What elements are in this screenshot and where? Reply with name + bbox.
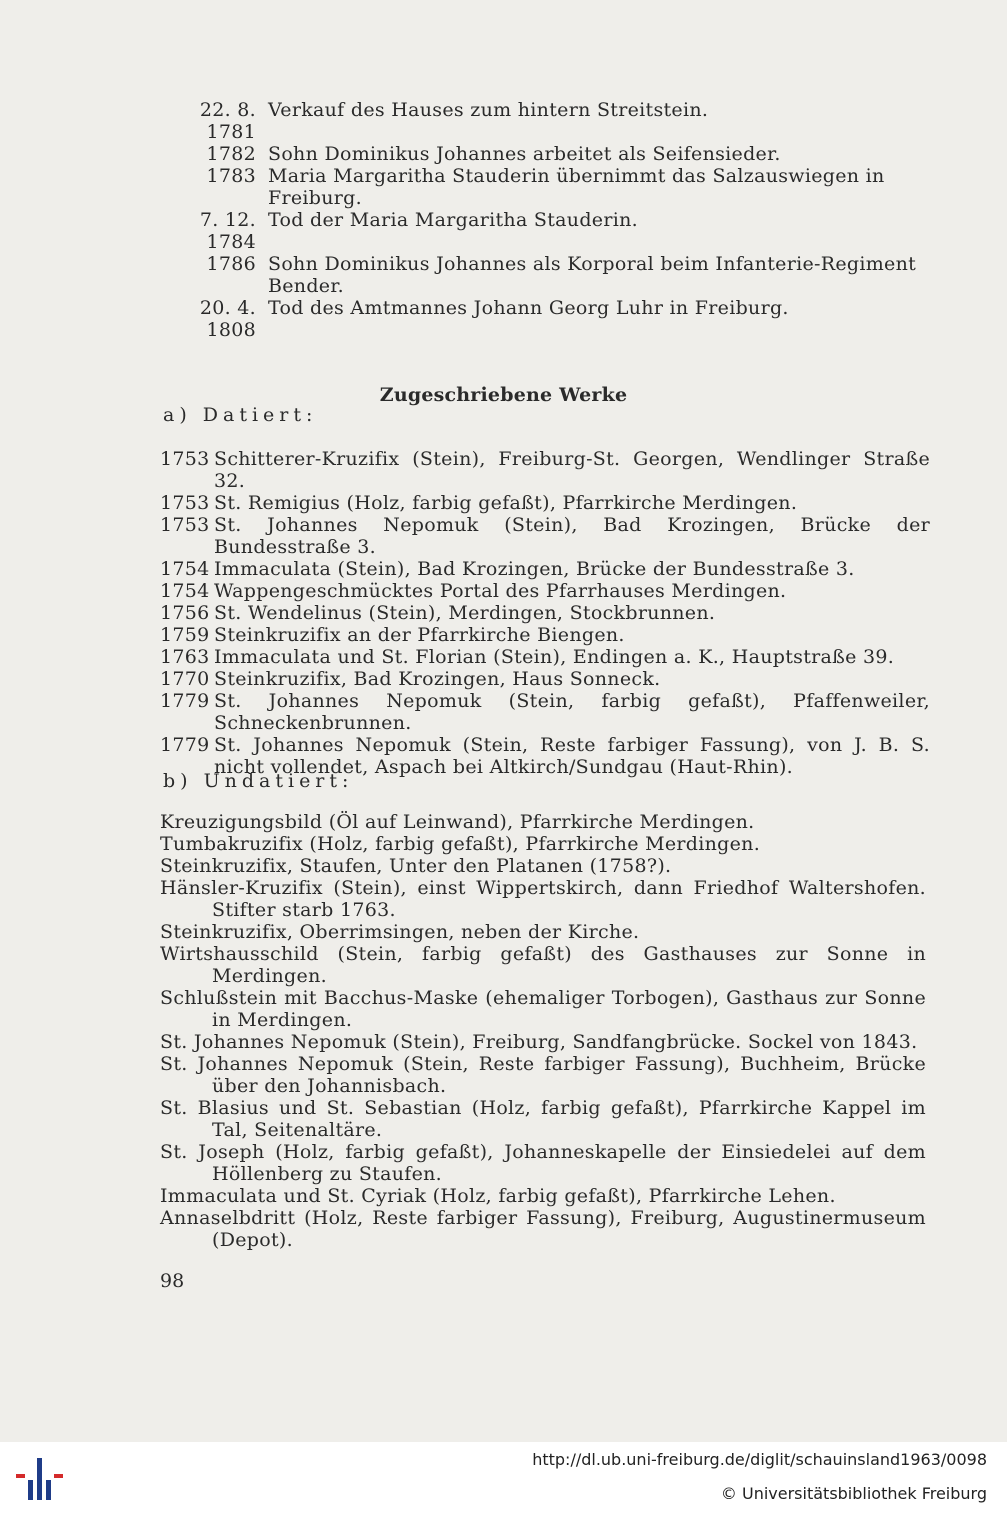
chronology-row <box>160 209 930 253</box>
chronology-date: 20. 4. 1808 <box>199 297 256 341</box>
chronology-date: 1782 <box>206 143 256 165</box>
chronology-text: Maria Margaritha Stauderin übernimmt das Salzauswiegen in Freiburg. <box>268 165 885 209</box>
undated-label: b) Undatiert: <box>163 770 354 792</box>
dated-work-year: 1779 <box>160 690 210 712</box>
undated-work-item: Annaselbdritt (Holz, Reste farbiger Fassung), Freiburg, Augustinermuseum (Depot). <box>160 1207 926 1251</box>
dated-work-item <box>160 558 930 580</box>
dated-work-year: 1754 <box>160 558 210 580</box>
ub-freiburg-logo-icon <box>14 1452 64 1502</box>
undated-work-item: Wirtshausschild (Stein, farbig gefaßt) des Gasthauses zur Sonne in Merdingen. <box>160 943 926 987</box>
undated-work-item: Tumbakruzifix (Holz, farbig gefaßt), Pfarrkirche Merdingen. <box>160 833 761 855</box>
dated-work-item <box>160 580 930 602</box>
dated-work-item <box>160 602 930 624</box>
chronology-list <box>160 99 930 341</box>
dated-work-text: Immaculata und St. Florian (Stein), Endingen a. K., Hauptstraße 39. <box>214 646 895 668</box>
copyright-text: © Universitätsbibliothek Freiburg <box>720 1484 987 1503</box>
dated-work-text: St. Johannes Nepomuk (Stein), Bad Krozingen, Brücke der Bundesstraße 3. <box>214 514 930 558</box>
dated-work-item <box>160 668 930 690</box>
chronology-text: Sohn Dominikus Johannes arbeitet als Seifensieder. <box>268 143 781 165</box>
chronology-date: 1783 <box>206 165 256 187</box>
dated-work-item <box>160 624 930 646</box>
undated-work-item: St. Joseph (Holz, farbig gefaßt), Johanneskapelle der Einsiedelei auf dem Höllenberg zu Staufen. <box>160 1141 926 1185</box>
dated-work-text: Wappengeschmücktes Portal des Pfarrhauses Merdingen. <box>214 580 787 602</box>
dated-work-year: 1754 <box>160 580 210 602</box>
dated-work-text: Steinkruzifix, Bad Krozingen, Haus Sonneck. <box>214 668 661 690</box>
chronology-text: Verkauf des Hauses zum hintern Streitstein. <box>268 99 709 121</box>
undated-work-item: Hänsler-Kruzifix (Stein), einst Wippertskirch, dann Friedhof Waltershofen. Stifter starb 1763. <box>160 877 926 921</box>
dated-work-year: 1770 <box>160 668 210 690</box>
section-title: Zugeschriebene Werke <box>379 384 628 406</box>
dated-work-text: St. Remigius (Holz, farbig gefaßt), Pfarrkirche Merdingen. <box>214 492 798 514</box>
dated-work-item <box>160 492 930 514</box>
dated-work-year: 1753 <box>160 492 210 514</box>
undated-work-item: St. Johannes Nepomuk (Stein), Freiburg, Sandfangbrücke. Sockel von 1843. <box>160 1031 918 1053</box>
undated-work-item: St. Johannes Nepomuk (Stein, Reste farbiger Fassung), Buchheim, Brücke über den Johannisbach. <box>160 1053 926 1097</box>
dated-work-text: Steinkruzifix an der Pfarrkirche Biengen. <box>214 624 625 646</box>
dated-works-list <box>160 448 930 778</box>
dated-label: a) Datiert: <box>163 404 318 426</box>
chronology-row <box>160 165 930 209</box>
undated-work-item: Kreuzigungsbild (Öl auf Leinwand), Pfarrkirche Merdingen. <box>160 811 755 833</box>
dated-work-item <box>160 448 930 492</box>
chronology-row <box>160 253 930 297</box>
chronology-date: 7. 12. 1784 <box>199 209 256 253</box>
dated-work-year: 1753 <box>160 448 210 470</box>
undated-work-item: Immaculata und St. Cyriak (Holz, farbig gefaßt), Pfarrkirche Lehen. <box>160 1185 836 1207</box>
dated-work-text: St. Wendelinus (Stein), Merdingen, Stockbrunnen. <box>214 602 716 624</box>
chronology-text: Tod der Maria Margaritha Stauderin. <box>268 209 638 231</box>
dated-work-year: 1759 <box>160 624 210 646</box>
dated-work-text: St. Johannes Nepomuk (Stein, Reste farbiger Fassung), von J. B. S. nicht vollendet, Aspach bei Altkirch/Sundgau (Haut-Rhin). <box>214 734 930 778</box>
chronology-text: Sohn Dominikus Johannes als Korporal beim Infanterie-Regiment Bender. <box>268 253 917 297</box>
dated-work-year: 1763 <box>160 646 210 668</box>
page-number: 98 <box>160 1270 185 1292</box>
undated-work-item: Steinkruzifix, Oberrimsingen, neben der Kirche. <box>160 921 640 943</box>
library-footer <box>0 1442 1007 1513</box>
chronology-date: 1786 <box>206 253 256 275</box>
dated-work-item <box>160 646 930 668</box>
undated-works-list <box>160 811 926 1251</box>
undated-work-item: Schlußstein mit Bacchus-Maske (ehemaliger Torbogen), Gasthaus zur Sonne in Merdingen. <box>160 987 926 1031</box>
chronology-date: 22. 8. 1781 <box>199 99 256 143</box>
dated-work-year: 1753 <box>160 514 210 536</box>
chronology-row <box>160 99 930 143</box>
undated-work-item: Steinkruzifix, Staufen, Unter den Platanen (1758?). <box>160 855 672 877</box>
chronology-row <box>160 143 930 165</box>
dated-work-year: 1779 <box>160 734 210 756</box>
dated-work-item <box>160 690 930 734</box>
dated-work-year: 1756 <box>160 602 210 624</box>
dated-work-text: Immaculata (Stein), Bad Krozingen, Brücke der Bundesstraße 3. <box>214 558 855 580</box>
chronology-row <box>160 297 930 341</box>
dated-work-text: St. Johannes Nepomuk (Stein, farbig gefaßt), Pfaffenweiler, Schneckenbrunnen. <box>214 690 930 734</box>
chronology-text: Tod des Amtmannes Johann Georg Luhr in Freiburg. <box>268 297 789 319</box>
undated-work-item: St. Blasius und St. Sebastian (Holz, farbig gefaßt), Pfarrkirche Kappel im Tal, Seitenaltäre. <box>160 1097 926 1141</box>
source-url-link[interactable]: http://dl.ub.uni-freiburg.de/diglit/schauinsland1963/0098 <box>532 1450 987 1469</box>
dated-work-text: Schitterer-Kruzifix (Stein), Freiburg-St. Georgen, Wendlinger Straße 32. <box>214 448 930 492</box>
dated-work-item <box>160 514 930 558</box>
